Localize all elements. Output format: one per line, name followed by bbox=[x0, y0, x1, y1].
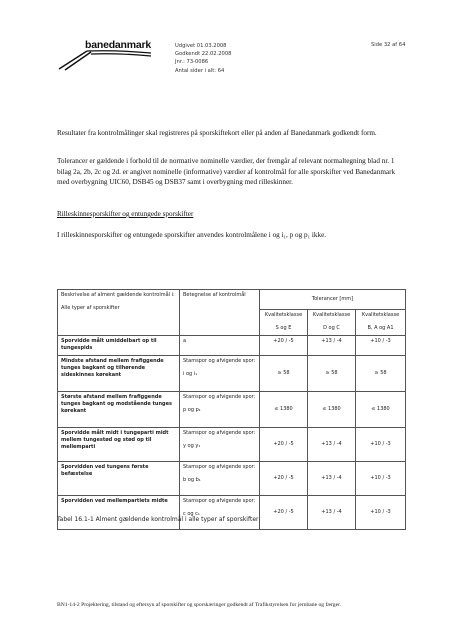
row-tol-ba: +10 / -3 bbox=[356, 496, 406, 530]
row-tol-dc: +13 / -4 bbox=[308, 496, 356, 530]
row-name: Stamspor og afvigende spor: y og y₁ bbox=[180, 428, 260, 462]
row-tol-se: +20 / -5 bbox=[260, 428, 308, 462]
header-name: Betegnelse af kontrolmål bbox=[180, 290, 260, 336]
row-tol-dc: +13 / -4 bbox=[308, 428, 356, 462]
row-name: Stamspor og afvigende spor: c og c₁ bbox=[180, 496, 260, 530]
row-tol-dc: +13 / -4 bbox=[308, 462, 356, 496]
row-tol-se: +20 / -5 bbox=[260, 336, 308, 356]
header-description-sub: Alle typer af sporskifter bbox=[61, 305, 120, 311]
row-description: Sporvidden ved tungens første befæstelse bbox=[58, 462, 180, 496]
table-row bbox=[58, 392, 406, 428]
row-tol-ba: ≤ 1380 bbox=[356, 392, 406, 428]
control-measurements-table bbox=[57, 289, 406, 530]
row-name: Stamspor og afvigende spor: i og i₁ bbox=[180, 356, 260, 392]
table-row bbox=[58, 336, 406, 356]
row-tol-se: ≤ 1380 bbox=[260, 392, 308, 428]
row-description: Mindste afstand mellem frafiggende tunges bagkant og tilhørende sideskinnes kørekant bbox=[58, 356, 180, 392]
table-caption: Tabel 16.1-1 Alment gældende kontrolmål i alle typer af sporskifter bbox=[57, 516, 259, 523]
row-tol-dc: ≥ 58 bbox=[308, 356, 356, 392]
class-header-ba: Kvalitetsklasse B, A og A1 bbox=[356, 310, 406, 336]
header-description bbox=[58, 290, 180, 336]
table-row bbox=[58, 356, 406, 392]
section-heading: Rilleskinnesporskifter og entungede sporskifter bbox=[57, 210, 194, 218]
row-tol-ba: +10 / -3 bbox=[356, 462, 406, 496]
paragraph-tolerances: Tolerancer er gældende i forhold til de normative nominelle værdier, der fremgår af relevant normaltegning blad nr. 1 bilag 2a, 2b, 2c og 2d. er angivet nominelle (informative) værdier af kontrolmål for alle sporskifter ved Banedanmark med overbygning UIC60, DSB45 og DSB37 samt i overbygning med rilleskinner. bbox=[57, 157, 396, 186]
header-tolerances: Tolerancer [mm] bbox=[260, 290, 406, 310]
row-description: Sporvidde målt midt i tungeparti midt mellem tungestød og stød op til mellemparti bbox=[58, 428, 180, 462]
header-description-title: Beskrivelse af alment gældende kontrolmål i: bbox=[61, 292, 175, 298]
meta-page-count: Antal sider i alt: 64 bbox=[175, 67, 225, 74]
meta-approved: Godkendt 22.02.2008 bbox=[175, 51, 232, 58]
row-description: Største afstand mellem frafiggende tunges bagkant og modstående tunges kørekant bbox=[58, 392, 180, 428]
row-tol-se: +20 / -5 bbox=[260, 462, 308, 496]
row-name: Stamspor og afvigende spor: b og b₁ bbox=[180, 462, 260, 496]
row-tol-ba: +10 / -3 bbox=[356, 428, 406, 462]
row-tol-dc: ≤ 1380 bbox=[308, 392, 356, 428]
page-number: Side 32 af 64 bbox=[371, 42, 406, 48]
row-tol-ba: ≥ 58 bbox=[356, 356, 406, 392]
row-tol-se: ≥ 58 bbox=[260, 356, 308, 392]
class-header-dc: Kvalitetsklasse D og C bbox=[308, 310, 356, 336]
table-row bbox=[58, 496, 406, 530]
row-name: a bbox=[180, 336, 260, 356]
meta-published: Udgivet 01.03.2008 bbox=[175, 43, 227, 49]
banedanmark-logo bbox=[57, 33, 153, 71]
paragraph-registration: Resultater fra kontrolmålinger skal registreres på sporskiftekort eller på anden af Banedanmark godkendt form. bbox=[57, 129, 377, 137]
meta-journal-number: Jnr.: 73-0086 bbox=[175, 59, 209, 66]
logo-text: banedanmark bbox=[85, 39, 152, 51]
class-header-se: Kvalitetsklasse S og E bbox=[260, 310, 308, 336]
table-row bbox=[58, 428, 406, 462]
row-name: Stamspor og afvigende spor: p og p₁ bbox=[180, 392, 260, 428]
paragraph-exception: I rilleskinnesporskifter og entungede sporskifter anvendes kontrolmålene i og i₁, p og p₁ ikke. bbox=[57, 231, 327, 239]
table-row bbox=[58, 462, 406, 496]
row-description: Sporvidden ved mellempartiets midte bbox=[58, 496, 180, 530]
row-description: Sporvidde målt umiddelbart op til tungespids bbox=[58, 336, 180, 356]
row-tol-ba: +10 / -3 bbox=[356, 336, 406, 356]
row-tol-dc: +13 / -4 bbox=[308, 336, 356, 356]
row-tol-se: +20 / -5 bbox=[260, 496, 308, 530]
document-meta bbox=[175, 42, 231, 75]
page-footer: BN1-14-2 Projektering, tilstand og eftersyn af sporskifter og sporskæringer godkendt af Trafikstyrelsen for jernbane og færger. bbox=[57, 602, 342, 608]
